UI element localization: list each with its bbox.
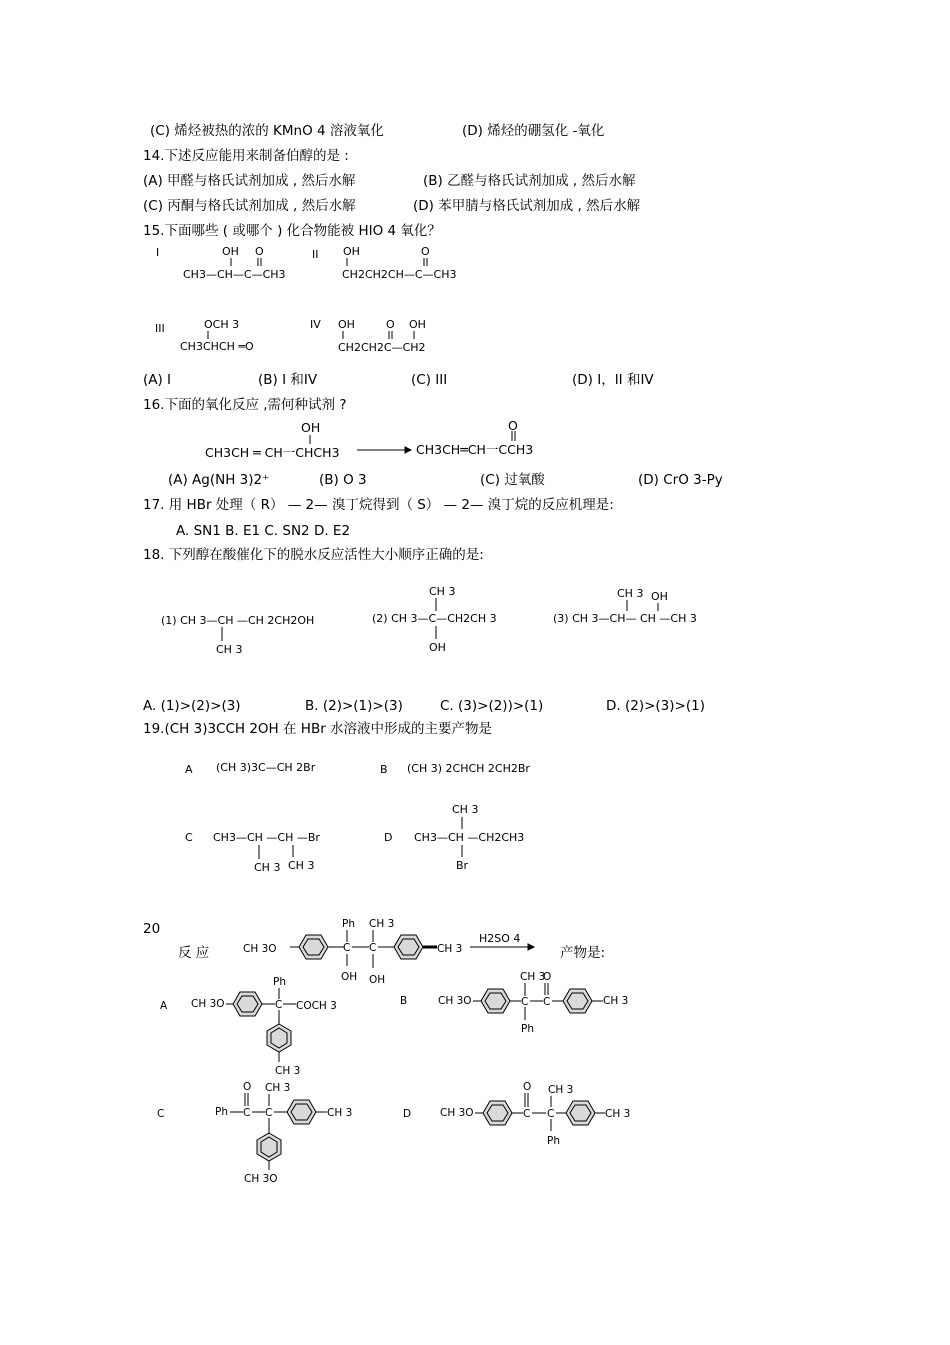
svg-text:C: C [265,1107,273,1119]
svg-text:OH: OH [369,974,386,986]
svg-text:CH 3O: CH 3O [438,995,472,1007]
svg-text:C: C [275,999,283,1011]
q14-option-a: (A) 甲醛与格氏试剂加成 , 然后水解 [143,173,356,189]
q18-stem: 18. 下列醇在酸催化下的脱水反应活性大小顺序正确的是: [143,547,484,563]
q13-option-d: (D) 烯烃的硼氢化 -氧化 [462,123,605,139]
svg-text:C: C [547,1108,555,1120]
svg-text:O: O [243,1081,252,1093]
svg-text:CH 3: CH 3 [369,918,395,930]
q15-s4-oh2: OH [409,318,426,331]
svg-text:C: C [543,996,551,1008]
q18-s3-chain: (3) CH 3—CH— CH —CH 3 [553,612,697,625]
svg-text:B: B [400,995,408,1007]
svg-text:Ph: Ph [547,1135,560,1147]
q18-s1-chain: (1) CH 3—CH —CH 2CH2OH [161,614,315,627]
q15-s2-o: O [421,245,430,258]
q15-option-d: (D) I，II 和IV [572,372,654,388]
q15-s4-oh1: OH [338,318,355,331]
q15-label-ii: II [312,248,319,261]
q18-s1-ch3: CH 3 [216,643,243,656]
svg-text:CH 3: CH 3 [327,1107,353,1119]
svg-text:CH 3: CH 3 [603,995,629,1007]
q15-s1-bonds [231,258,261,266]
q18-s3-oh: OH [651,590,668,603]
svg-text:CH 3: CH 3 [520,971,546,983]
q19-d-formula: CH3—CH —CH2CH3 [414,831,525,844]
q16-option-a: (A) Ag(NH 3)2⁺ [168,472,270,488]
svg-text:C: C [369,942,377,954]
q16-option-b: (B) O 3 [319,472,367,488]
q20-option-b [400,971,628,1035]
q15-option-a: (A) I [143,372,172,388]
q20-option-a [160,976,337,1077]
q19-d-top: CH 3 [452,803,479,816]
q15-s3-och3: OCH 3 [204,318,240,331]
q19-d-letter: D [384,831,393,844]
svg-text:Ph: Ph [342,918,355,930]
svg-text:CH 3: CH 3 [265,1082,291,1094]
svg-text:CH 3O: CH 3O [440,1107,474,1119]
q18-s2-oh: OH [429,641,446,654]
q19-bonds [259,817,462,859]
svg-text:Ph: Ph [521,1023,534,1035]
q15-s1-chain: CH3—CH—C—CH3 [183,268,286,281]
q16-bonds [310,431,515,453]
q18-s2-ch3: CH 3 [429,585,456,598]
q19-c-sub2: CH 3 [288,859,315,872]
q16-product-o: O [508,418,518,433]
q20-number: 20 [143,921,161,937]
q15-label-iv: IV [310,318,321,331]
q16-product: CH3CH═CH一CCH3 [416,442,534,457]
q18-option-d: D. (2)>(3)>(1) [606,698,705,714]
q19-b-letter: B [380,763,388,776]
q15-s2-chain: CH2CH2CH—C—CH3 [342,268,457,281]
q14-option-d: (D) 苯甲腈与格氏试剂加成 , 然后水解 [413,198,641,214]
q20-option-d [403,1081,630,1147]
q19-a-formula: (CH 3)3C—CH 2Br [216,761,316,774]
q14-stem: 14.下述反应能用来制备伯醇的是 : [143,148,349,164]
q15-label-i: I [156,246,160,259]
q20-option-c [157,1081,352,1185]
svg-text:D: D [403,1108,412,1120]
svg-text:CH 3O: CH 3O [243,943,277,955]
q16-option-c: (C) 过氧酸 [480,472,545,488]
svg-text:C: C [521,996,529,1008]
q13-option-c: (C) 烯烃被热的浓的 KMnO 4 溶液氧化 [150,123,384,139]
q19-d-bottom: Br [456,859,469,872]
q15-option-c: (C) III [411,372,448,388]
q16-option-d: (D) CrO 3-Py [638,472,723,488]
svg-text:CH 3: CH 3 [605,1108,631,1120]
q15-stem: 15.下面哪些 ( 或哪个 ) 化合物能被 HIO 4 氧化？ [143,223,441,239]
q15-s4-o: O [386,318,395,331]
svg-text:O: O [543,971,552,983]
q18-s3-ch3: CH 3 [617,587,644,600]
svg-text:COCH 3: COCH 3 [296,1000,337,1012]
svg-text:CH 3: CH 3 [548,1084,574,1096]
q15-s2-oh: OH [343,245,360,258]
svg-text:CH 3: CH 3 [437,943,463,955]
svg-text:A: A [160,1000,168,1012]
q18-option-b: B. (2)>(1)>(3) [305,698,403,714]
q15-s1-o: O [255,245,264,258]
svg-text:CH 3O: CH 3O [244,1173,278,1185]
svg-text:C: C [243,1107,251,1119]
q20-label: 反 应 [178,945,210,961]
q18-s2-chain: (2) CH 3—C—CH2CH 3 [372,612,497,625]
q18-option-a: A. (1)>(2)>(3) [143,698,241,714]
q15-s2-bonds [347,258,427,266]
q16-stem: 16.下面的氧化反应 ,需何种试剂 ? [143,397,347,413]
q15-option-b: (B) I 和IV [258,372,318,388]
q15-s3-chain: CH3CHCH ═O [180,340,254,353]
q19-stem: 19.(CH 3)3CCH 2OH 在 HBr 水溶液中形成的主要产物是 [143,721,493,737]
svg-text:C: C [343,942,351,954]
svg-text:OH: OH [341,971,358,983]
svg-text:CH 3O: CH 3O [191,998,225,1010]
svg-text:C: C [523,1108,531,1120]
q19-a-letter: A [185,763,193,776]
q15-label-iii: III [155,322,165,335]
q14-option-b: (B) 乙醛与格氏试剂加成 , 然后水解 [423,173,636,189]
q20-reagent: H2SO 4 [479,932,521,945]
q19-b-formula: (CH 3) 2CHCH 2CH2Br [407,762,530,775]
q15-s1-oh: OH [222,245,239,258]
q17-options: A. SN1 B. E1 C. SN2 D. E2 [176,523,351,539]
q15-s4-chain: CH2CH2C—CH2 [338,341,426,354]
q18-option-c: C. (3)>(2))>(1) [440,698,544,714]
q19-c-letter: C [185,831,193,844]
svg-text:CH 3: CH 3 [275,1065,301,1077]
svg-text:O: O [523,1081,532,1093]
q19-c-sub1: CH 3 [254,861,281,874]
svg-text:Ph: Ph [273,976,286,988]
q16-reactant-oh: OH [301,420,321,435]
q20-product-is: 产物是: [560,945,606,961]
svg-text:Ph: Ph [215,1106,228,1118]
svg-text:C: C [157,1108,165,1120]
q14-option-c: (C) 丙酮与格氏试剂加成 , 然后水解 [143,198,356,214]
q18-bonds [222,598,658,641]
q17-stem: 17. 用 HBr 处理（ R） — 2— 溴丁烷得到（ S） — 2— 溴丁烷的反应机理是: [143,497,614,513]
q16-reactant: CH3CH ═ CH一CHCH3 [205,445,340,460]
q19-c-formula: CH3—CH —CH —Br [213,831,320,844]
q15-s3s4-bonds [208,331,414,339]
q20-reactant [243,918,534,986]
